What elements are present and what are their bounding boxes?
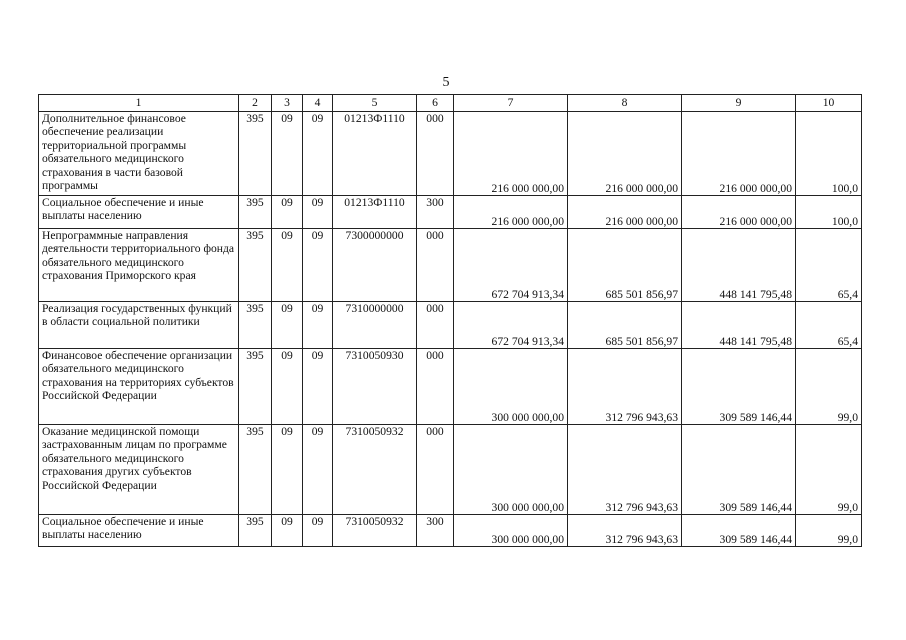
table-row <box>39 196 862 229</box>
column-header: 9 <box>682 95 796 112</box>
executed-amount: 309 589 146,44 <box>682 425 796 515</box>
execution-percent: 65,4 <box>796 229 862 302</box>
grbs-code: 395 <box>239 196 272 229</box>
grbs-code: 395 <box>239 425 272 515</box>
table-row <box>39 112 862 196</box>
target-item-code: 7310050932 <box>333 515 417 547</box>
item-name: Непрограммные направления деятельности территориального фонда обязательного медицинского страхования Приморского края <box>39 229 239 302</box>
grbs-code: 395 <box>239 229 272 302</box>
refined-amount: 216 000 000,00 <box>568 112 682 196</box>
refined-amount: 312 796 943,63 <box>568 515 682 547</box>
section-code: 09 <box>272 302 303 349</box>
table-row <box>39 302 862 349</box>
subsection-code: 09 <box>303 302 333 349</box>
target-item-code: 7310000000 <box>333 302 417 349</box>
executed-amount: 216 000 000,00 <box>682 196 796 229</box>
section-code: 09 <box>272 196 303 229</box>
execution-percent: 99,0 <box>796 425 862 515</box>
section-code: 09 <box>272 349 303 425</box>
expense-type-code: 000 <box>417 349 454 425</box>
execution-percent: 99,0 <box>796 515 862 547</box>
column-header: 3 <box>272 95 303 112</box>
execution-percent: 100,0 <box>796 112 862 196</box>
execution-percent: 99,0 <box>796 349 862 425</box>
table-row <box>39 515 862 547</box>
expense-type-code: 000 <box>417 112 454 196</box>
column-header: 10 <box>796 95 862 112</box>
item-name: Дополнительное финансовое обеспечение реализации территориальной программы обязательного медицинского страхования в части базовой программы <box>39 112 239 196</box>
grbs-code: 395 <box>239 302 272 349</box>
section-code: 09 <box>272 229 303 302</box>
section-code: 09 <box>272 425 303 515</box>
refined-amount: 312 796 943,63 <box>568 425 682 515</box>
approved-amount: 300 000 000,00 <box>454 515 568 547</box>
approved-amount: 300 000 000,00 <box>454 349 568 425</box>
budget-table <box>38 94 862 547</box>
column-header: 6 <box>417 95 454 112</box>
column-header: 7 <box>454 95 568 112</box>
target-item-code: 7310050932 <box>333 425 417 515</box>
subsection-code: 09 <box>303 196 333 229</box>
table-row <box>39 425 862 515</box>
refined-amount: 685 501 856,97 <box>568 229 682 302</box>
subsection-code: 09 <box>303 425 333 515</box>
executed-amount: 216 000 000,00 <box>682 112 796 196</box>
subsection-code: 09 <box>303 112 333 196</box>
expense-type-code: 300 <box>417 196 454 229</box>
section-code: 09 <box>272 112 303 196</box>
approved-amount: 300 000 000,00 <box>454 425 568 515</box>
subsection-code: 09 <box>303 229 333 302</box>
column-header: 5 <box>333 95 417 112</box>
expense-type-code: 000 <box>417 229 454 302</box>
approved-amount: 216 000 000,00 <box>454 112 568 196</box>
item-name: Финансовое обеспечение организации обязательного медицинского страхования на территориях субъектов Российской Федерации <box>39 349 239 425</box>
grbs-code: 395 <box>239 112 272 196</box>
target-item-code: 01213Ф1110 <box>333 112 417 196</box>
table-header-row <box>39 95 862 112</box>
column-header: 2 <box>239 95 272 112</box>
executed-amount: 309 589 146,44 <box>682 515 796 547</box>
page-number: 5 <box>442 75 450 90</box>
item-name: Оказание медицинской помощи застрахованным лицам по программе обязательного медицинского страхования других субъектов Российской Федерации <box>39 425 239 515</box>
executed-amount: 448 141 795,48 <box>682 302 796 349</box>
expense-type-code: 300 <box>417 515 454 547</box>
target-item-code: 7310050930 <box>333 349 417 425</box>
subsection-code: 09 <box>303 515 333 547</box>
refined-amount: 312 796 943,63 <box>568 349 682 425</box>
table-row <box>39 229 862 302</box>
executed-amount: 448 141 795,48 <box>682 229 796 302</box>
approved-amount: 216 000 000,00 <box>454 196 568 229</box>
target-item-code: 7300000000 <box>333 229 417 302</box>
item-name: Реализация государственных функций в области социальной политики <box>39 302 239 349</box>
section-code: 09 <box>272 515 303 547</box>
table-row <box>39 349 862 425</box>
item-name: Социальное обеспечение и иные выплаты населению <box>39 196 239 229</box>
executed-amount: 309 589 146,44 <box>682 349 796 425</box>
refined-amount: 685 501 856,97 <box>568 302 682 349</box>
execution-percent: 100,0 <box>796 196 862 229</box>
approved-amount: 672 704 913,34 <box>454 302 568 349</box>
grbs-code: 395 <box>239 515 272 547</box>
approved-amount: 672 704 913,34 <box>454 229 568 302</box>
column-header: 4 <box>303 95 333 112</box>
column-header: 8 <box>568 95 682 112</box>
item-name: Социальное обеспечение и иные выплаты населению <box>39 515 239 547</box>
target-item-code: 01213Ф1110 <box>333 196 417 229</box>
expense-type-code: 000 <box>417 302 454 349</box>
refined-amount: 216 000 000,00 <box>568 196 682 229</box>
column-header: 1 <box>39 95 239 112</box>
execution-percent: 65,4 <box>796 302 862 349</box>
expense-type-code: 000 <box>417 425 454 515</box>
subsection-code: 09 <box>303 349 333 425</box>
grbs-code: 395 <box>239 349 272 425</box>
